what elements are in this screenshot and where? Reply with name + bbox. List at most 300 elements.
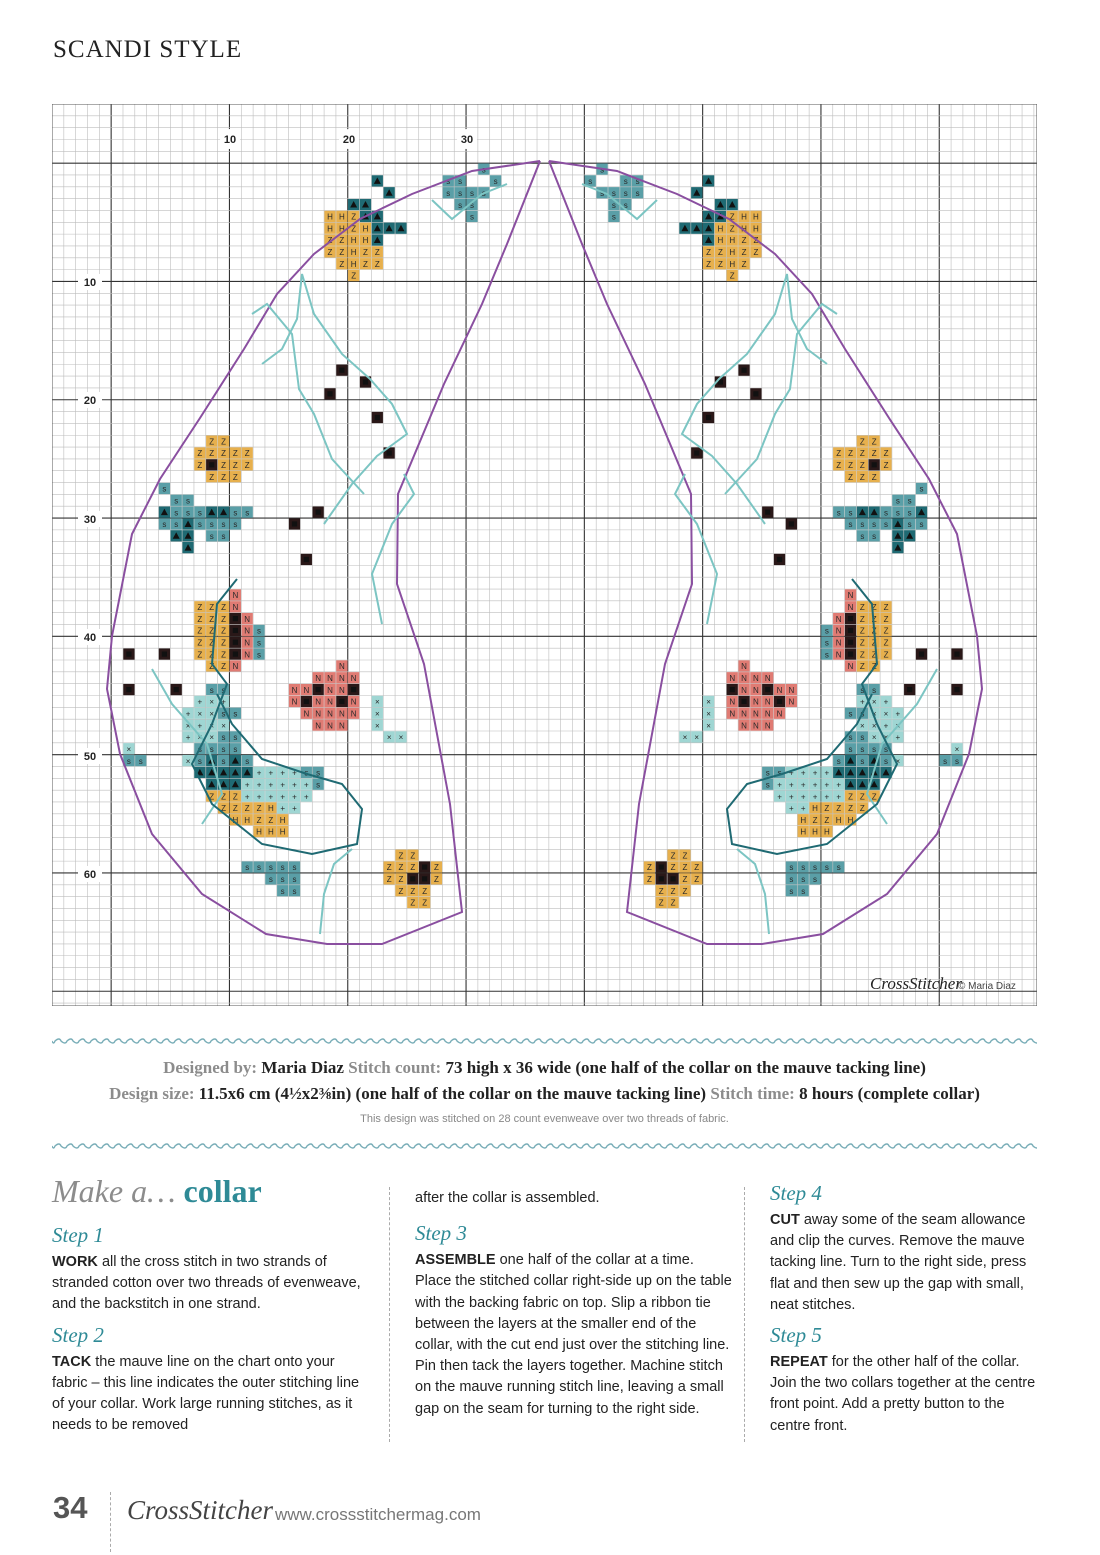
- stitch-symbol: +: [256, 792, 262, 802]
- page-number: 34: [53, 1490, 88, 1525]
- stitch-symbol: [872, 462, 877, 467]
- stitch-symbol: ×: [386, 733, 392, 743]
- stitch-symbol: s: [257, 650, 262, 660]
- stitch-symbol: H: [362, 236, 369, 246]
- stitch-symbol: H: [729, 259, 736, 269]
- column-separator: [389, 1187, 390, 1442]
- stitch-symbol: Z: [848, 449, 853, 459]
- stitch-symbol: N: [764, 697, 771, 707]
- instructions-title: Make a… collar: [52, 1173, 262, 1209]
- stitch-symbol: s: [221, 685, 226, 695]
- stitch-symbol: N: [729, 673, 736, 683]
- stitch-symbol: [765, 687, 770, 692]
- chart-grid: [52, 104, 1037, 1006]
- stitch-symbol: N: [764, 709, 771, 719]
- stitch-symbol: N: [232, 602, 239, 612]
- stitch-symbol: ×: [895, 756, 901, 766]
- stitch-symbol: +: [197, 721, 203, 731]
- stitch-symbol: Z: [670, 898, 676, 908]
- stitch-symbol: s: [860, 756, 865, 766]
- designed-by-value: Maria Diaz: [261, 1058, 344, 1077]
- stitch-symbol: +: [777, 780, 782, 790]
- stitch-symbol: Z: [729, 271, 735, 281]
- stitch-symbol: s: [245, 508, 250, 518]
- stitch-symbol: +: [789, 792, 794, 802]
- stitch-symbol: Z: [848, 472, 853, 482]
- stitch-symbol: Z: [244, 804, 250, 814]
- stitch-symbol: Z: [859, 437, 865, 447]
- stitch-symbol: N: [350, 709, 357, 719]
- stitch-symbol: N: [291, 697, 298, 707]
- axis-left-label: 30: [83, 514, 97, 526]
- stitch-symbol: s: [245, 756, 250, 766]
- stitch-symbol: s: [304, 768, 309, 778]
- stitch-symbol: [741, 368, 746, 373]
- stitch-symbol: +: [800, 780, 806, 790]
- stitch-symbol: [304, 699, 309, 704]
- stitch-symbol: +: [280, 804, 286, 814]
- stitch-symbol: s: [635, 188, 640, 198]
- stitch-symbol: s: [884, 520, 889, 530]
- stitch-symbol: +: [280, 768, 286, 778]
- stitch-symbol: s: [221, 733, 226, 743]
- stitch-symbol: +: [824, 768, 830, 778]
- stitch-symbol: Z: [221, 461, 226, 471]
- stitch-symbol: Z: [410, 898, 416, 908]
- stitch-symbol: s: [481, 165, 486, 175]
- stitch-symbol: N: [835, 626, 842, 636]
- stitch-symbol: Z: [658, 886, 664, 896]
- stitch-symbol: ×: [209, 709, 215, 719]
- stitch-symbol: N: [327, 673, 333, 683]
- stitch-symbol: s: [824, 626, 829, 636]
- stitch-symbol: Z: [221, 437, 226, 447]
- stitch-symbol: Z: [434, 863, 439, 873]
- stitch-symbol: Z: [197, 614, 203, 624]
- stitch-symbol: s: [789, 886, 794, 896]
- step2-continued: after the collar is assembled.: [415, 1190, 600, 1206]
- stitch-symbol: +: [268, 792, 274, 802]
- axis-left-label: 60: [83, 869, 97, 881]
- stitch-symbol: s: [162, 484, 167, 494]
- stitch-symbol: +: [185, 709, 191, 719]
- stitch-symbol: H: [717, 236, 724, 246]
- stitch-symbol: s: [860, 744, 865, 754]
- stitch-symbol: Z: [209, 650, 215, 660]
- stitch-symbol: Z: [871, 650, 877, 660]
- stitch-symbol: +: [185, 733, 191, 743]
- stitch-symbol: [741, 699, 746, 704]
- stitch-symbol: H: [327, 212, 333, 222]
- stitch-symbol: H: [800, 815, 807, 825]
- design-size-label: Design size:: [109, 1084, 195, 1103]
- stitch-symbol: s: [765, 768, 770, 778]
- stitch-symbol: s: [907, 508, 912, 518]
- stitch-symbol: Z: [197, 449, 203, 459]
- stitch-symbol: +: [280, 780, 286, 790]
- stitch-symbol: +: [256, 768, 262, 778]
- stitch-symbol: s: [458, 188, 463, 198]
- stitch-symbol: Z: [729, 224, 735, 234]
- stitch-symbol: s: [623, 188, 628, 198]
- stitch-symbol: N: [350, 697, 357, 707]
- stitch-symbol: s: [221, 744, 226, 754]
- stitch-symbol: s: [221, 531, 226, 541]
- stitch-symbol: s: [197, 756, 202, 766]
- stitch-symbol: Z: [883, 461, 889, 471]
- stitch-symbol: Z: [658, 898, 664, 908]
- stitch-symbol: H: [350, 236, 357, 246]
- stitch-symbol: Z: [682, 863, 688, 873]
- stitch-symbol: s: [257, 638, 262, 648]
- stitch-symbol: N: [752, 721, 759, 731]
- stitch-symbol: +: [304, 792, 309, 802]
- stitch-symbol: Z: [871, 792, 877, 802]
- stitch-symbol: N: [303, 685, 310, 695]
- stitch-symbol: s: [943, 756, 948, 766]
- backstitch-stem: [675, 474, 717, 624]
- stitch-symbol: Z: [694, 875, 700, 885]
- stitch-symbol: Z: [209, 472, 215, 482]
- stitch-symbol: s: [233, 520, 238, 530]
- stitch-symbol: Z: [197, 461, 203, 471]
- stitch-symbol: +: [292, 792, 297, 802]
- stitch-symbol: s: [611, 212, 616, 222]
- stitch-symbol: H: [362, 224, 369, 234]
- stitch-symbol: [907, 687, 912, 692]
- stitch-symbol: Z: [871, 626, 877, 636]
- stitch-symbol: s: [895, 508, 900, 518]
- stitch-symbol: s: [623, 177, 628, 187]
- stitch-symbol: Z: [221, 638, 226, 648]
- stitch-symbol: N: [338, 673, 345, 683]
- stitch-symbol: Z: [706, 248, 712, 258]
- stitch-symbol: Z: [670, 886, 676, 896]
- stitch-symbol: Z: [386, 875, 392, 885]
- stitch-symbol: H: [338, 224, 345, 234]
- stitch-symbol: Z: [848, 804, 853, 814]
- stitch-symbol: Z: [244, 461, 250, 471]
- stitch-symbol: +: [883, 697, 889, 707]
- stitch-symbol: s: [221, 520, 226, 530]
- stitch-symbol: [292, 521, 297, 526]
- stitch-symbol: s: [824, 863, 829, 873]
- stitch-symbol: Z: [410, 851, 416, 861]
- stitch-symbol: s: [789, 863, 794, 873]
- stitch-symbol: s: [481, 188, 486, 198]
- stitch-symbol: Z: [221, 602, 226, 612]
- stitch-symbol: Z: [398, 875, 404, 885]
- stitch-symbol: Z: [221, 804, 226, 814]
- stitch-symbol: s: [257, 863, 262, 873]
- stitch-symbol: ×: [682, 733, 688, 743]
- stitch-symbol: H: [800, 827, 807, 837]
- stitch-symbol: ×: [954, 744, 960, 754]
- stitch-symbol: s: [907, 520, 912, 530]
- stitch-symbol: Z: [351, 271, 357, 281]
- stitch-symbol: N: [244, 650, 251, 660]
- stitch-symbol: Z: [859, 614, 865, 624]
- stitch-symbol: ×: [706, 709, 711, 719]
- stitch-symbol: N: [776, 709, 783, 719]
- stitch-symbol: ×: [374, 721, 380, 731]
- stitch-symbol: [126, 687, 131, 692]
- stitch-symbol: H: [741, 224, 747, 234]
- stitch-symbol: +: [244, 792, 250, 802]
- footer-url[interactable]: www.crossstitchermag.com: [275, 1505, 481, 1524]
- stitch-symbol: Z: [859, 626, 865, 636]
- stitch-symbol: ×: [197, 709, 203, 719]
- stitch-symbol: s: [836, 508, 841, 518]
- stitch-symbol: H: [279, 815, 286, 825]
- stitch-symbol: N: [315, 673, 322, 683]
- backstitch-stem: [372, 474, 414, 624]
- stitch-symbol: [765, 510, 770, 515]
- stitch-symbol: Z: [256, 804, 262, 814]
- wave-divider-bottom: [52, 1141, 1037, 1151]
- stitch-symbol: Z: [327, 248, 333, 258]
- info-line-2: [52, 1084, 1037, 1104]
- stitch-symbol: s: [233, 733, 238, 743]
- stitch-symbol: N: [752, 673, 759, 683]
- stitch-symbol: s: [233, 508, 238, 518]
- stitch-symbol: N: [764, 673, 771, 683]
- stitch-symbol: s: [316, 780, 321, 790]
- stitch-symbol: Z: [232, 804, 238, 814]
- stitch-symbol: H: [741, 212, 747, 222]
- stitch-symbol: ×: [871, 697, 877, 707]
- backstitch-stem: [725, 304, 837, 494]
- info-line-1: [52, 1058, 1037, 1078]
- stitch-symbol: ×: [374, 709, 380, 719]
- stitch-symbol: +: [268, 768, 274, 778]
- stitch-symbol: ×: [871, 733, 877, 743]
- stitch-symbol: Z: [871, 662, 877, 672]
- stitch-symbol: N: [327, 685, 333, 695]
- stitch-symbol: Z: [398, 886, 404, 896]
- stitch-symbol: H: [812, 804, 818, 814]
- stitch-symbol: s: [469, 200, 474, 210]
- credit-brand: CrossStitcher: [870, 974, 962, 993]
- stitch-symbol: +: [244, 780, 250, 790]
- stitch-symbol: Z: [244, 449, 250, 459]
- section-header: SCANDI STYLE: [53, 36, 243, 63]
- stitch-symbol: H: [717, 224, 724, 234]
- stitch-symbol: s: [245, 863, 250, 873]
- stitch-symbol: H: [350, 259, 357, 269]
- stitch-symbol: s: [600, 188, 605, 198]
- stitch-symbol: N: [244, 614, 251, 624]
- axis-left-label: 20: [83, 395, 97, 407]
- stitch-symbol: ×: [871, 721, 877, 731]
- stitch-symbol: N: [338, 685, 345, 695]
- wave-divider-top: [52, 1036, 1037, 1046]
- stitch-symbol: +: [895, 733, 901, 743]
- chart-credit: [870, 974, 1016, 993]
- stitch-symbol: [730, 687, 735, 692]
- stitch-symbol: N: [847, 591, 854, 601]
- stitch-symbol: N: [741, 685, 747, 695]
- stitch-symbol: Z: [883, 626, 889, 636]
- stitch-symbol: [954, 687, 959, 692]
- step5-heading: Step 5: [770, 1323, 822, 1348]
- stitch-symbol: s: [197, 520, 202, 530]
- stitch-symbol: s: [186, 508, 191, 518]
- stitch-symbol: +: [812, 768, 818, 778]
- stitch-symbol: +: [256, 780, 262, 790]
- step2-text: TACK the mauve line on the chart onto your fabric – this line indicates the outer stitching line of your collar. Work large running stitches, as it needs to be removed: [52, 1353, 360, 1434]
- stitch-symbol: [233, 651, 238, 656]
- stitch-symbol: ×: [398, 733, 404, 743]
- stitch-symbol: +: [824, 792, 830, 802]
- stitch-symbol: ×: [209, 733, 215, 743]
- stitch-time-value: 8 hours (complete collar): [799, 1084, 980, 1103]
- axis-left-label: 10: [83, 277, 97, 289]
- stitch-symbol: [848, 651, 853, 656]
- stitch-symbol: N: [835, 638, 842, 648]
- stitch-symbol: Z: [197, 626, 203, 636]
- stitch-symbol: s: [493, 177, 498, 187]
- stitch-symbol: Z: [197, 638, 203, 648]
- stitch-symbol: H: [327, 224, 333, 234]
- stitch-symbol: s: [860, 733, 865, 743]
- stitch-symbol: ×: [871, 709, 877, 719]
- stitch-symbol: Z: [374, 248, 380, 258]
- mauve-tacking-line: [107, 161, 540, 944]
- instructions-column-1: [52, 1172, 370, 1436]
- stitch-symbol: Z: [706, 259, 712, 269]
- stitch-symbol: +: [789, 780, 794, 790]
- stitch-symbol: Z: [682, 875, 688, 885]
- stitch-symbol: Z: [883, 449, 889, 459]
- stitch-symbol: H: [256, 827, 262, 837]
- stitch-symbol: Z: [209, 638, 215, 648]
- axis-top-label: 20: [342, 134, 356, 146]
- stitch-symbol: +: [292, 804, 297, 814]
- stitch-symbol: [327, 391, 332, 396]
- stitch-symbol: s: [588, 177, 593, 187]
- stitch-symbol: [233, 616, 238, 621]
- stitch-symbol: s: [600, 165, 605, 175]
- stitch-symbol: N: [741, 662, 747, 672]
- axis-left-label: 50: [83, 751, 97, 763]
- stitch-symbol: N: [729, 709, 736, 719]
- stitch-symbol: Z: [729, 212, 735, 222]
- stitch-symbol: H: [232, 815, 239, 825]
- stitch-symbol: [316, 687, 321, 692]
- stitch-symbol: +: [836, 792, 842, 802]
- stitch-symbol: s: [221, 756, 226, 766]
- stitch-symbol: s: [919, 484, 924, 494]
- axis-left-label: 40: [83, 632, 97, 644]
- stitch-symbol: Z: [848, 792, 853, 802]
- credit-author: © Maria Diaz: [958, 981, 1016, 992]
- stitch-symbol: Z: [883, 602, 889, 612]
- stitch-symbol: H: [823, 827, 830, 837]
- stitch-symbol: s: [860, 709, 865, 719]
- stitch-symbol: Z: [741, 259, 747, 269]
- cross-stitch-chart: [52, 104, 1037, 1006]
- stitch-symbol: Z: [197, 650, 203, 660]
- stitch-symbol: s: [789, 875, 794, 885]
- stitch-symbol: Z: [859, 461, 865, 471]
- stitch-symbol: Z: [670, 851, 676, 861]
- stitch-symbol: H: [752, 212, 759, 222]
- stitch-symbol: s: [813, 875, 818, 885]
- stitch-symbol: s: [824, 638, 829, 648]
- stitch-symbol: N: [327, 697, 333, 707]
- stitch-symbol: Z: [859, 472, 865, 482]
- stitch-symbol: s: [848, 508, 853, 518]
- stitch-symbol: ×: [883, 709, 889, 719]
- stitch-symbol: [351, 687, 356, 692]
- stitch-symbol: Z: [836, 449, 842, 459]
- stitch-symbol: N: [835, 650, 842, 660]
- stitch-symbol: N: [315, 709, 322, 719]
- stitch-symbol: Z: [209, 449, 215, 459]
- stitch-symbol: H: [267, 827, 274, 837]
- stitch-symbol: s: [174, 508, 179, 518]
- instructions-column-3: [770, 1180, 1042, 1437]
- stitch-symbol: N: [244, 638, 251, 648]
- stitch-symbol: Z: [232, 449, 238, 459]
- stitch-symbol: ×: [374, 697, 380, 707]
- stitch-symbol: N: [244, 626, 251, 636]
- stitch-symbol: Z: [871, 449, 877, 459]
- stitch-symbol: Z: [232, 472, 238, 482]
- stitch-symbol: Z: [209, 602, 215, 612]
- stitch-symbol: N: [350, 673, 357, 683]
- stitch-symbol: s: [895, 496, 900, 506]
- stitch-symbol: s: [162, 520, 167, 530]
- stitch-symbol: [659, 876, 664, 881]
- stitch-symbol: s: [280, 875, 285, 885]
- stitch-symbol: Z: [859, 804, 865, 814]
- stitch-symbol: Z: [398, 851, 404, 861]
- stitch-symbol: s: [848, 520, 853, 530]
- stitch-symbol: s: [860, 520, 865, 530]
- stitch-symbol: Z: [871, 638, 877, 648]
- stitch-symbol: Z: [859, 602, 865, 612]
- stitch-symbol: +: [883, 721, 889, 731]
- stitch-symbol: H: [338, 212, 345, 222]
- stitch-symbol: [954, 651, 959, 656]
- stitch-symbol: +: [800, 792, 806, 802]
- stitch-symbol: [848, 628, 853, 633]
- stitch-symbol: s: [848, 709, 853, 719]
- stitch-symbol: H: [812, 827, 818, 837]
- stitch-symbol: +: [280, 792, 286, 802]
- stitch-symbol: Z: [221, 792, 226, 802]
- stitch-symbol: N: [327, 709, 333, 719]
- step1-heading: Step 1: [52, 1223, 104, 1247]
- stitch-symbol: Z: [410, 863, 416, 873]
- stitch-symbol: s: [611, 200, 616, 210]
- mauve-tacking-line: [549, 161, 982, 944]
- stitch-symbol: H: [729, 248, 736, 258]
- stitch-symbol: Z: [741, 248, 747, 258]
- stitch-symbol: H: [350, 248, 357, 258]
- stitch-symbol: s: [446, 188, 451, 198]
- stitch-symbol: [339, 699, 344, 704]
- instructions-column-2: [415, 1188, 733, 1420]
- chart-backstitch: [107, 161, 982, 944]
- stitch-symbol: Z: [694, 863, 700, 873]
- stitch-symbol: H: [752, 224, 759, 234]
- stitch-symbol: Z: [363, 248, 368, 258]
- stitch-symbol: Z: [221, 449, 226, 459]
- stitch-symbol: Z: [363, 259, 368, 269]
